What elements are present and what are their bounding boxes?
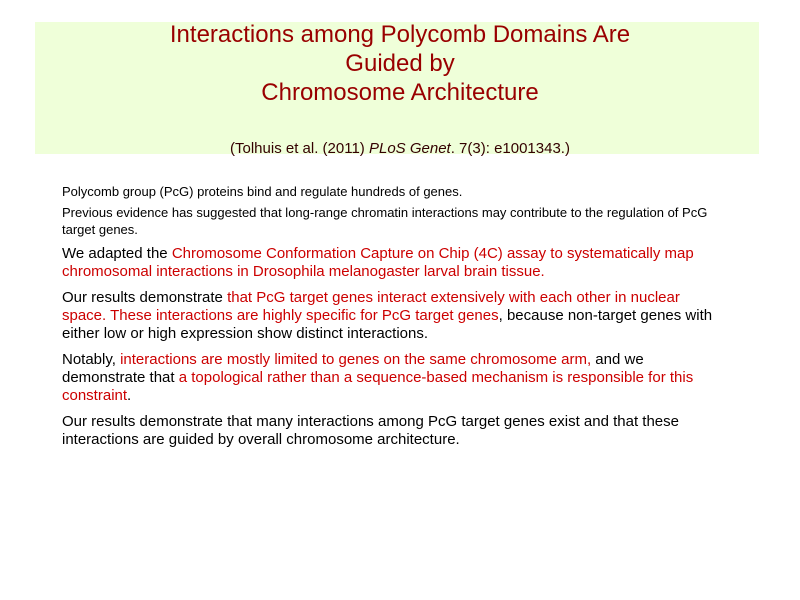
title-line-2: Guided by <box>345 50 455 77</box>
p4-text-c: , because non-target genes with either low or high expression show distinct interactions. <box>62 307 713 342</box>
paragraph-3 <box>62 245 727 281</box>
p4-highlight: that PcG target genes interact extensively with each other in nuclear space. These interactions are highly specific for PcG target genes <box>62 289 680 324</box>
citation-journal: PLoS Genet <box>368 140 451 157</box>
p3-highlight: Chromosome Conformation Capture on Chip (4C) assay to systematically map chromosomal interactions in Drosophila melanogaster larval brain tissue. <box>62 245 694 280</box>
paragraph-1: Polycomb group (PcG) proteins bind and regulate hundreds of genes. <box>62 184 463 199</box>
slide-body <box>62 183 727 449</box>
paragraph-5 <box>62 351 727 405</box>
p4-text-a: Our results demonstrate <box>62 289 228 306</box>
p5-text-c: and we demonstrate that <box>62 351 644 386</box>
p5-highlight-1: interactions are mostly limited to genes on the same chromosome arm, <box>120 351 592 368</box>
title-line-1: Interactions among Polycomb Domains Are <box>169 21 631 48</box>
p3-text: We adapted the <box>62 245 172 262</box>
paragraph-2: Previous evidence has suggested that long-range chromatin interactions may contribute to the regulation of PcG target genes. <box>62 205 708 237</box>
citation-prefix: (Tolhuis et al. (2011) <box>230 140 369 157</box>
paragraph-4 <box>62 289 727 343</box>
paragraph-6: Our results demonstrate that many interactions among PcG target genes exist and that these interactions are guided by overall chromosome architecture. <box>62 413 679 448</box>
slide-title <box>0 20 800 107</box>
title-line-3: Chromosome Architecture <box>261 79 539 106</box>
p5-highlight-2: a topological rather than a sequence-based mechanism is responsible for this constraint <box>62 369 694 404</box>
citation <box>0 140 800 158</box>
p5-text-e: . <box>127 387 132 404</box>
citation-suffix: . 7(3): e1001343.) <box>450 140 570 157</box>
p5-text-a: Notably, <box>62 351 121 368</box>
